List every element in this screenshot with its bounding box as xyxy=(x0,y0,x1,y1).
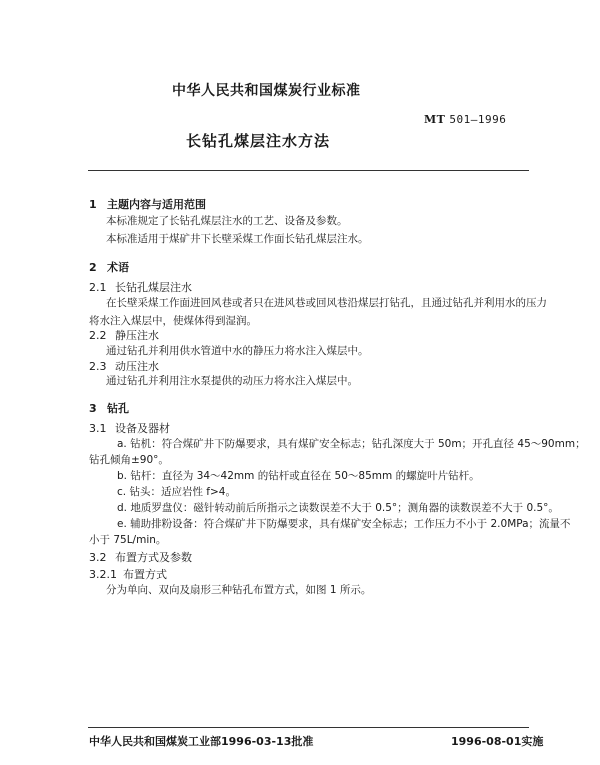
section-title: 主题内容与适用范围 xyxy=(107,198,206,211)
subsection-3-2-heading xyxy=(89,549,192,565)
list-item-e xyxy=(117,515,571,533)
standard-code xyxy=(424,113,506,126)
implementation-date: 1996-08-01实施 xyxy=(451,735,544,748)
list-text: 钻机：符合煤矿井下防爆要求，具有煤矿安全标志；钻孔深度大于 50m；开孔直径 45～90mm； xyxy=(130,438,586,450)
subsection-title: 长钻孔煤层注水 xyxy=(115,281,192,294)
subsection-3-2-1-heading xyxy=(89,566,167,582)
paragraph-continuation: 小于 75L/min。 xyxy=(89,534,167,546)
list-text: 钻头：适应岩性 f>4。 xyxy=(129,486,236,498)
paragraph: 本标准适用于煤矿井下长壁采煤工作面长钻孔煤层注水。 xyxy=(106,233,369,245)
subsection-number: 3.2 xyxy=(89,551,107,564)
subsection-number: 2.3 xyxy=(89,360,107,373)
header-divider xyxy=(88,170,529,171)
approval-line: 中华人民共和国煤炭工业部1996-03-13批准 xyxy=(89,735,314,748)
subsection-3-1-heading xyxy=(89,420,170,436)
list-label: e. xyxy=(117,518,127,530)
section-2-heading xyxy=(89,259,129,275)
subsection-2-2-heading xyxy=(89,327,159,343)
subsection-title: 静压注水 xyxy=(115,329,159,342)
subsection-number: 3.2.1 xyxy=(89,568,117,581)
subsection-title: 设备及器材 xyxy=(115,422,170,435)
standard-code-number: 501—1996 xyxy=(449,113,507,126)
list-label: a. xyxy=(117,438,127,450)
list-item-a xyxy=(117,435,586,453)
list-text: 地质罗盘仪：磁针转动前后所指示之读数误差不大于 0.5°；测角器的读数误差不大于 0.5°。 xyxy=(130,502,559,514)
section-number: 1 xyxy=(89,198,97,211)
paragraph-continuation: 将水注入煤层中，使煤体得到湿润。 xyxy=(89,315,257,327)
standard-code-prefix: MT xyxy=(424,113,446,126)
subsection-number: 3.1 xyxy=(89,422,107,435)
list-text: 辅助排粉设备：符合煤矿井下防爆要求，具有煤矿安全标志；工作压力不小于 2.0MPa；流量不 xyxy=(130,518,571,530)
section-3-heading xyxy=(89,400,129,416)
section-title: 钻孔 xyxy=(107,402,129,415)
subsection-title: 动压注水 xyxy=(115,360,159,373)
issuing-organization: 中华人民共和国煤炭行业标准 xyxy=(172,83,361,99)
footer-divider xyxy=(88,727,529,728)
list-label: c. xyxy=(117,486,127,498)
section-number: 3 xyxy=(89,402,97,415)
section-1-heading xyxy=(89,196,206,212)
subsection-title: 布置方式及参数 xyxy=(115,551,192,564)
list-label: d. xyxy=(117,502,128,514)
paragraph: 分为单向、双向及扇形三种钻孔布置方式，如图 1 所示。 xyxy=(106,584,372,596)
section-title: 术语 xyxy=(107,261,129,274)
paragraph: 在长壁采煤工作面进回风巷或者只在进风巷或回风巷沿煤层打钻孔，且通过钻孔并利用水的压力 xyxy=(106,297,547,309)
document-title: 长钻孔煤层注水方法 xyxy=(186,132,331,150)
paragraph: 通过钻孔并利用注水泵提供的动压力将水注入煤层中。 xyxy=(106,375,358,387)
list-text: 钻杆：直径为 34～42mm 的钻杆或直径在 50～85mm 的螺旋叶片钻杆。 xyxy=(130,470,480,482)
paragraph: 本标准规定了长钻孔煤层注水的工艺、设备及参数。 xyxy=(106,215,348,227)
subsection-2-1-heading xyxy=(89,279,192,295)
list-label: b. xyxy=(117,470,128,482)
paragraph: 通过钻孔并利用供水管道中水的静压力将水注入煤层中。 xyxy=(106,345,369,357)
subsection-number: 2.1 xyxy=(89,281,107,294)
paragraph-continuation: 钻孔倾角±90°。 xyxy=(89,454,169,466)
subsection-number: 2.2 xyxy=(89,329,107,342)
subsection-title: 布置方式 xyxy=(123,568,167,581)
section-number: 2 xyxy=(89,261,97,274)
